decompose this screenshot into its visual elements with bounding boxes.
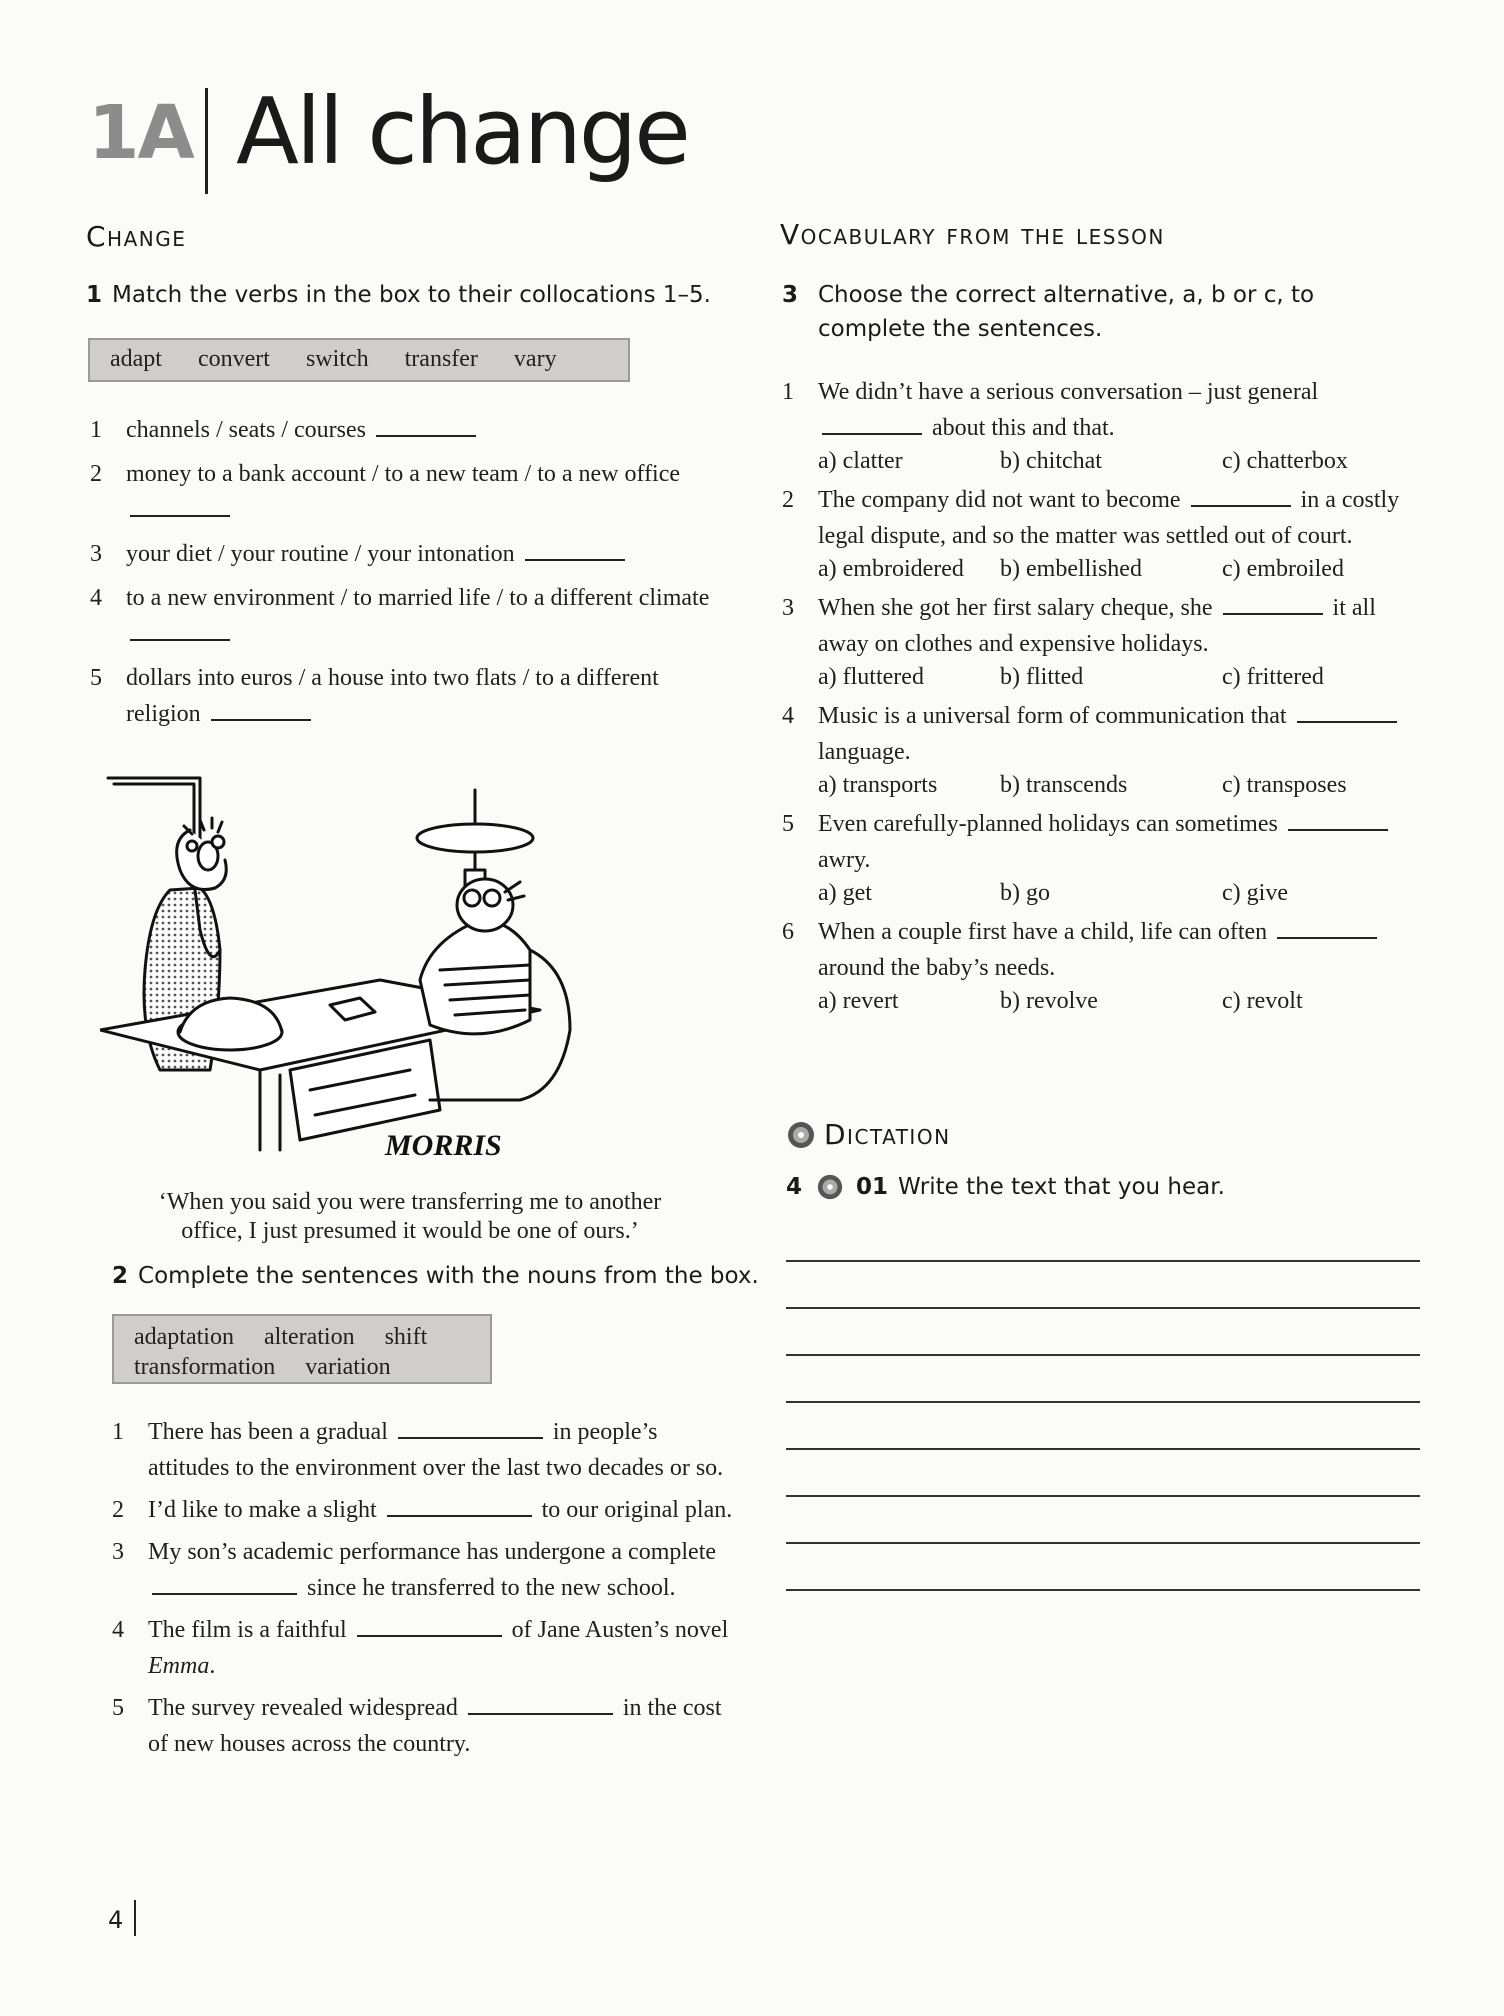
item-number: 5 [782,811,794,837]
item-number: 5 [90,665,102,691]
answer-blank[interactable] [357,1634,502,1637]
item-number: 4 [90,585,102,611]
audio-cd-icon[interactable] [816,1173,844,1201]
answer-blank[interactable] [822,432,922,435]
instruction-text: Write the text that you hear. [898,1174,1225,1200]
word-box-item: vary [513,346,557,372]
word-box-nouns [112,1314,492,1384]
writing-line[interactable] [786,1307,1420,1309]
unit-label: 1A [88,90,193,176]
novel-title: Emma [148,1653,210,1679]
item-text: The survey revealed widespread [148,1695,458,1721]
item-text: in a costly legal dispute, and so the matter was settled out of court. [818,487,1400,549]
item-number: 2 [782,487,794,513]
list-item [778,482,1423,584]
cartoon-illustration [100,770,660,1170]
section-heading-vocabulary: Vocabulary from the lesson [780,218,1165,251]
item-text: of Jane Austen’s novel [511,1617,729,1643]
item-text: to our original plan. [541,1497,733,1523]
instruction-text: Match the verbs in the box to their collocations 1–5. [112,282,711,308]
section-heading-dictation-row [786,1118,951,1151]
answer-blank[interactable] [130,514,230,517]
option-a[interactable]: a) revert [818,988,899,1014]
word-box-item: switch [305,346,369,372]
item-number: 1 [112,1419,124,1445]
exercise-3-list [778,374,1423,1022]
answer-blank[interactable] [1288,828,1388,831]
item-text: . [209,1653,216,1679]
option-b[interactable]: b) transcends [1000,772,1128,798]
item-text: around the baby’s needs. [818,955,1056,981]
audio-cd-icon [786,1120,816,1150]
option-c[interactable]: c) frittered [1222,664,1324,690]
answer-options [818,554,1423,584]
option-a[interactable]: a) get [818,880,872,906]
word-box-verbs [88,338,630,382]
answer-blank[interactable] [398,1436,543,1439]
option-b[interactable]: b) flitted [1000,664,1084,690]
answer-blank[interactable] [1223,612,1323,615]
item-text: The company did not want to become [818,487,1181,513]
item-text: language. [818,739,911,765]
page-number: 4 [108,1906,124,1934]
option-a[interactable]: a) clatter [818,448,903,474]
item-number: 4 [782,703,794,729]
item-number: 1 [782,379,794,405]
writing-line[interactable] [786,1448,1420,1450]
option-c[interactable]: c) chatterbox [1222,448,1348,474]
cartoon-caption [110,1188,710,1246]
item-number: 5 [112,1695,124,1721]
word-box-item: shift [384,1324,428,1350]
cartoon-signature: MORRIS [385,1129,502,1162]
exercise-1-list [86,412,726,740]
answer-blank[interactable] [152,1592,297,1595]
exercise-2-list [108,1414,733,1768]
list-item [778,698,1423,800]
writing-line[interactable] [786,1260,1420,1262]
item-number: 6 [782,919,794,945]
item-text: When a couple first have a child, life can often [818,919,1268,945]
answer-options [818,770,1423,800]
word-box-item: alteration [263,1324,355,1350]
page-title: All change [236,78,688,185]
writing-line[interactable] [786,1589,1420,1591]
exercise-number: 2 [112,1263,129,1289]
audio-track-number: 01 [856,1174,889,1200]
item-number: 3 [90,541,102,567]
option-c[interactable]: c) embroiled [1222,556,1344,582]
option-b[interactable]: b) embellished [1000,556,1142,582]
word-box-item: adapt [110,346,162,372]
list-item [86,456,726,528]
answer-blank[interactable] [525,558,625,561]
list-item [86,412,726,448]
word-box-item: transfer [404,346,478,372]
item-text: money to a bank account / to a new team / to a new office [126,461,681,487]
list-item [86,660,726,732]
list-item [778,374,1423,476]
option-a[interactable]: a) fluttered [818,664,924,690]
writing-line[interactable] [786,1354,1420,1356]
answer-blank[interactable] [1297,720,1397,723]
item-text: it all away on clothes and expensive holidays. [818,595,1376,657]
exercise-2-instruction [112,1259,759,1293]
writing-line[interactable] [786,1495,1420,1497]
answer-options [818,662,1423,692]
list-item [108,1414,733,1486]
item-text: My son’s academic performance has undergone a complete [148,1539,717,1565]
word-box-item: convert [197,346,270,372]
title-divider [205,88,208,194]
item-text: There has been a gradual [148,1419,388,1445]
item-text: channels / seats / courses [126,417,366,443]
exercise-1-instruction [86,278,711,312]
item-text: about this and that. [932,415,1115,441]
option-a[interactable]: a) embroidered [818,556,964,582]
exercise-number: 1 [86,282,103,308]
exercise-3-instruction [782,278,1422,346]
answer-options [818,986,1423,1016]
item-number: 4 [112,1617,124,1643]
option-b[interactable]: b) go [1000,880,1050,906]
item-number: 3 [112,1539,124,1565]
answer-blank[interactable] [1277,936,1377,939]
item-text: The film is a faithful [148,1617,347,1643]
answer-options [818,446,1423,476]
option-c[interactable]: c) transposes [1222,772,1347,798]
word-box-item: variation [305,1354,391,1380]
exercise-4-instruction [786,1170,1225,1204]
answer-blank[interactable] [1191,504,1291,507]
item-text: When she got her first salary cheque, she [818,595,1213,621]
item-text: Music is a universal form of communication that [818,703,1287,729]
item-text: I’d like to make a slight [148,1497,377,1523]
option-b[interactable]: b) revolve [1000,988,1098,1014]
item-text: awry. [818,847,871,873]
answer-options [818,878,1423,908]
answer-blank[interactable] [387,1514,532,1517]
answer-blank[interactable] [211,718,311,721]
section-heading-dictation: Dictation [824,1118,951,1151]
list-item [108,1492,733,1528]
item-text: in people’s attitudes to the environment over the last two decades or so. [148,1419,724,1481]
item-number: 2 [90,461,102,487]
item-text: your diet / your routine / your intonation [126,541,515,567]
answer-blank[interactable] [130,638,230,641]
instruction-text: Choose the correct alternative, a, b or c, to complete the sentences. [818,282,1315,342]
list-item [778,914,1423,1016]
item-text: Even carefully-planned holidays can sometimes [818,811,1278,837]
footer-divider [134,1900,136,1936]
list-item [778,806,1423,908]
writing-line[interactable] [786,1401,1420,1403]
item-number: 3 [782,595,794,621]
exercise-number: 3 [782,282,799,308]
list-item [86,580,726,652]
item-number: 1 [90,417,102,443]
item-text: dollars into euros / a house into two flats / to a different religion [126,665,659,727]
option-a[interactable]: a) transports [818,772,938,798]
word-box-item: adaptation [134,1324,234,1350]
list-item [778,590,1423,692]
list-item [108,1612,733,1684]
option-c[interactable]: c) give [1222,880,1288,906]
section-heading-change: Change [86,220,187,253]
option-b[interactable]: b) chitchat [1000,448,1102,474]
option-c[interactable]: c) revolt [1222,988,1303,1014]
caption-line: office, I just presumed it would be one of ours.’ [181,1218,639,1244]
item-number: 2 [112,1497,124,1523]
word-box-item: transformation [134,1354,276,1380]
item-text: to a new environment / to married life / to a different climate [126,585,710,611]
item-text: in the cost of new houses across the country. [148,1695,722,1757]
exercise-number: 4 [786,1174,803,1200]
item-text: since he transferred to the new school. [307,1575,676,1601]
list-item [108,1690,733,1762]
writing-line[interactable] [786,1542,1420,1544]
caption-line: ‘When you said you were transferring me to another [158,1189,662,1215]
answer-blank[interactable] [468,1712,613,1715]
instruction-text: Complete the sentences with the nouns from the box. [138,1263,759,1289]
list-item [86,536,726,572]
list-item [108,1534,733,1606]
item-text: We didn’t have a serious conversation – just general [818,379,1319,405]
answer-blank[interactable] [376,434,476,437]
